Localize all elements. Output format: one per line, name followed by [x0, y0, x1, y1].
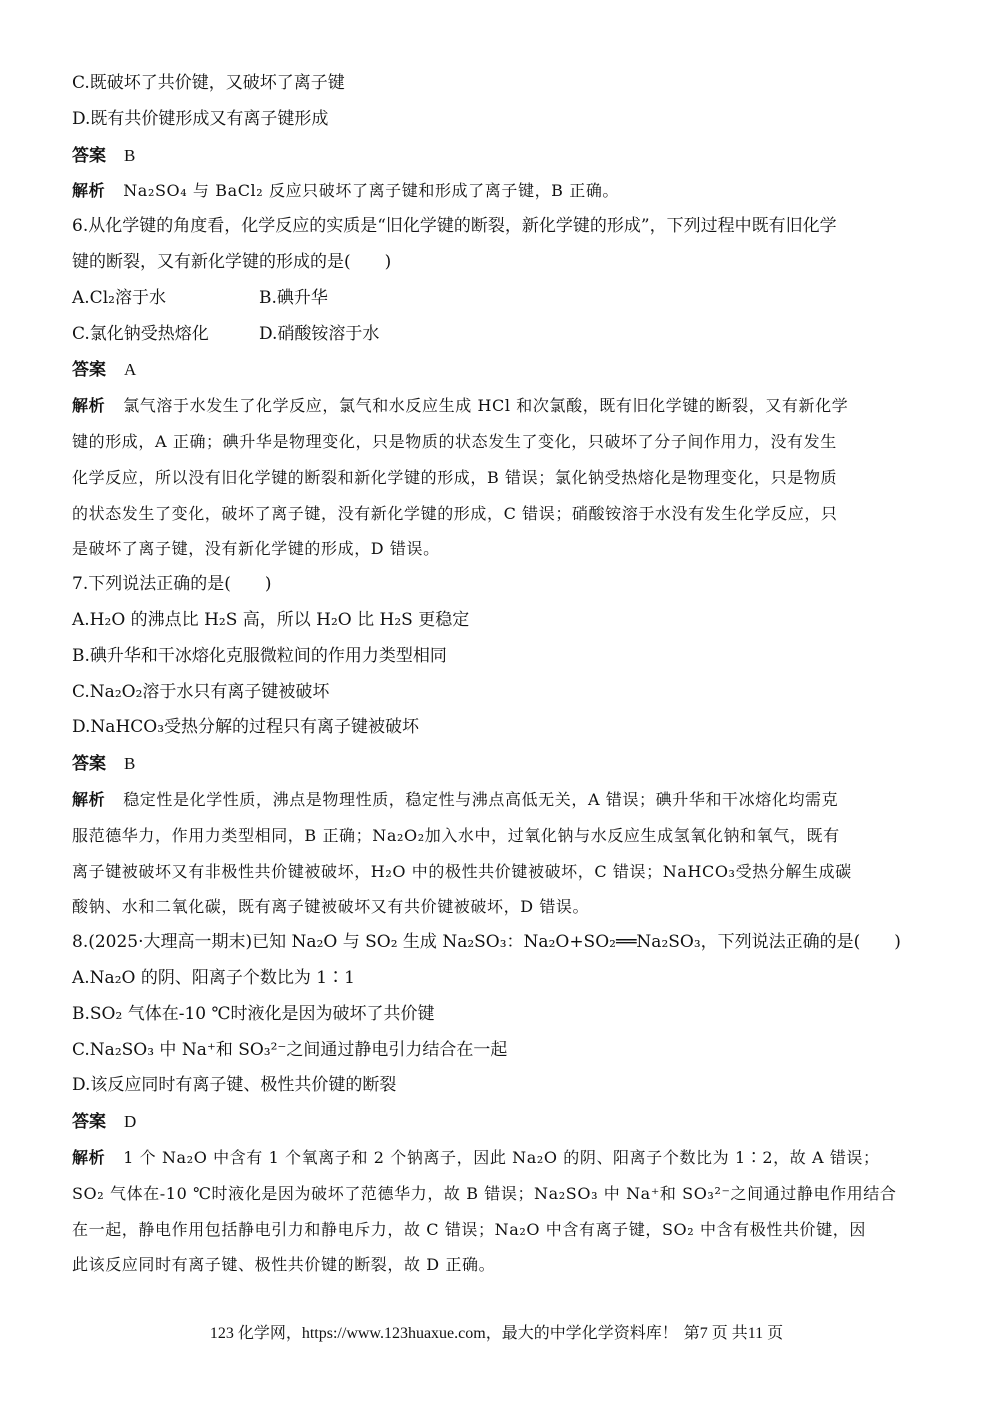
q5-explanation — [72, 173, 922, 209]
explanation-label: 解析 — [72, 181, 106, 201]
answer-value: A — [124, 360, 137, 380]
page-footer — [0, 1320, 993, 1343]
q6-option-b: B.碘升华 — [259, 287, 328, 308]
explanation-line: 酸钠、水和二氧化碳，既有离子键被破坏又有共价键被破坏，D 错误。 — [72, 897, 590, 917]
q6-options-ab — [72, 281, 922, 317]
explanation-line: 键的形成，A 正确；碘升华是物理变化，只是物质的状态发生了变化，只破坏了分子间作用力，没有发生 — [72, 431, 837, 451]
answer-label: 答案 — [72, 145, 106, 166]
answer-value: B — [124, 754, 136, 774]
explanation-line: 氯气溶于水发生了化学反应，氯气和水反应生成 HCl 和次氯酸，既有旧化学键的断裂，又有新化学 — [123, 396, 849, 416]
q7-explanation — [72, 782, 922, 818]
document-page — [72, 66, 922, 1283]
answer-value: D — [124, 1112, 137, 1132]
q8-option-c: C.Na₂SO₃ 中 Na⁺和 SO₃²⁻之间通过静电引力结合在一起 — [72, 1039, 508, 1060]
explanation-line: 离子键被破坏又有非极性共价键被破坏，H₂O 中的极性共价键被破坏，C 错误；NaHCO₃受热分解生成碳 — [72, 861, 852, 881]
q7-option-d: D.NaHCO₃受热分解的过程只有离子键被破坏 — [72, 717, 420, 738]
q6-answer — [72, 352, 922, 388]
explanation-line: 是破坏了离子键，没有新化学键的形成，D 错误。 — [72, 539, 440, 559]
q8-stem: 8.(2025·大理高一期末)已知 Na₂O 与 SO₂ 生成 Na₂SO₃：Na₂O+SO₂══Na₂SO₃，下列说法正确的是( ) — [72, 932, 901, 953]
explanation-line: Na₂SO₄ 与 BaCl₂ 反应只破坏了离子键和形成了离子键，B 正确。 — [123, 181, 620, 201]
explanation-line: 稳定性是化学性质，沸点是物理性质，稳定性与沸点高低无关，A 错误；碘升华和干冰熔化均需克 — [123, 789, 839, 809]
q6-explanation — [72, 388, 922, 424]
explanation-line: 化学反应，所以没有旧化学键的断裂和新化学键的形成，B 错误；氯化钠受热熔化是物理变化，只是物质 — [72, 467, 838, 487]
explanation-line: 的状态发生了变化，破坏了离子键，没有新化学键的形成，C 错误；硝酸铵溶于水没有发生化学反应，只 — [72, 503, 838, 523]
q5-option-d: D.既有共价键形成又有离子键形成 — [72, 108, 329, 129]
explanation-label: 解析 — [72, 1147, 106, 1167]
answer-label: 答案 — [72, 1112, 106, 1133]
explanation-label: 解析 — [72, 396, 106, 416]
q6-options-cd — [72, 317, 922, 353]
footer-site-text: 123 化学网，https://www.123huaxue.com，最大的中学化学资料库！ — [209, 1325, 678, 1342]
q6-stem-line: 键的断裂，又有新化学键的形成的是( ) — [72, 251, 392, 272]
explanation-line: 1 个 Na₂O 中含有 1 个氧离子和 2 个钠离子，因此 Na₂O 的阴、阳离子个数比为 1∶2，故 A 错误； — [123, 1147, 880, 1167]
answer-value: B — [124, 145, 136, 165]
q7-option-b: B.碘升华和干冰熔化克服微粒间的作用力类型相同 — [72, 645, 447, 666]
explanation-line: 此该反应同时有离子键、极性共价键的断裂，故 D 正确。 — [72, 1255, 496, 1275]
answer-label: 答案 — [72, 360, 106, 381]
q8-answer — [72, 1104, 922, 1140]
explanation-line: 在一起，静电作用包括静电引力和静电斥力，故 C 错误；Na₂O 中含有离子键，SO₂ 中含有极性共价键，因 — [72, 1219, 866, 1239]
q5-option-c: C.既破坏了共价键，又破坏了离子键 — [72, 73, 345, 93]
q6-stem-line: 6.从化学键的角度看，化学反应的实质是“旧化学键的断裂，新化学键的形成”，下列过程中既有旧化学 — [72, 216, 837, 237]
q8-option-d: D.该反应同时有离子键、极性共价键的断裂 — [72, 1075, 397, 1096]
footer-page-number: 第7 页 共11 页 — [683, 1325, 784, 1342]
explanation-label: 解析 — [72, 789, 106, 809]
q8-option-a: A.Na₂O 的阴、阳离子个数比为 1∶1 — [72, 967, 355, 988]
q6-option-d: D.硝酸铵溶于水 — [259, 323, 380, 344]
answer-label: 答案 — [72, 754, 106, 775]
q7-option-a: A.H₂O 的沸点比 H₂S 高，所以 H₂O 比 H₂S 更稳定 — [72, 609, 470, 630]
explanation-line: SO₂ 气体在-10 ℃时液化是因为破坏了范德华力，故 B 错误；Na₂SO₃ 中 Na⁺和 SO₃²⁻之间通过静电作用结合 — [72, 1183, 897, 1203]
explanation-line: 服范德华力，作用力类型相同，B 正确；Na₂O₂加入水中，过氧化钠与水反应生成氢氧化钠和氧气，既有 — [72, 825, 840, 845]
q7-stem: 7.下列说法正确的是( ) — [72, 574, 272, 595]
q6-option-c: C.氯化钠受热熔化 — [72, 323, 209, 344]
q5-answer — [72, 138, 922, 174]
q6-option-a: A.Cl₂溶于水 — [72, 287, 166, 308]
q7-answer — [72, 746, 922, 782]
q8-option-b: B.SO₂ 气体在-10 ℃时液化是因为破坏了共价键 — [72, 1003, 435, 1024]
q7-option-c: C.Na₂O₂溶于水只有离子键被破坏 — [72, 681, 330, 702]
q8-explanation — [72, 1140, 922, 1176]
